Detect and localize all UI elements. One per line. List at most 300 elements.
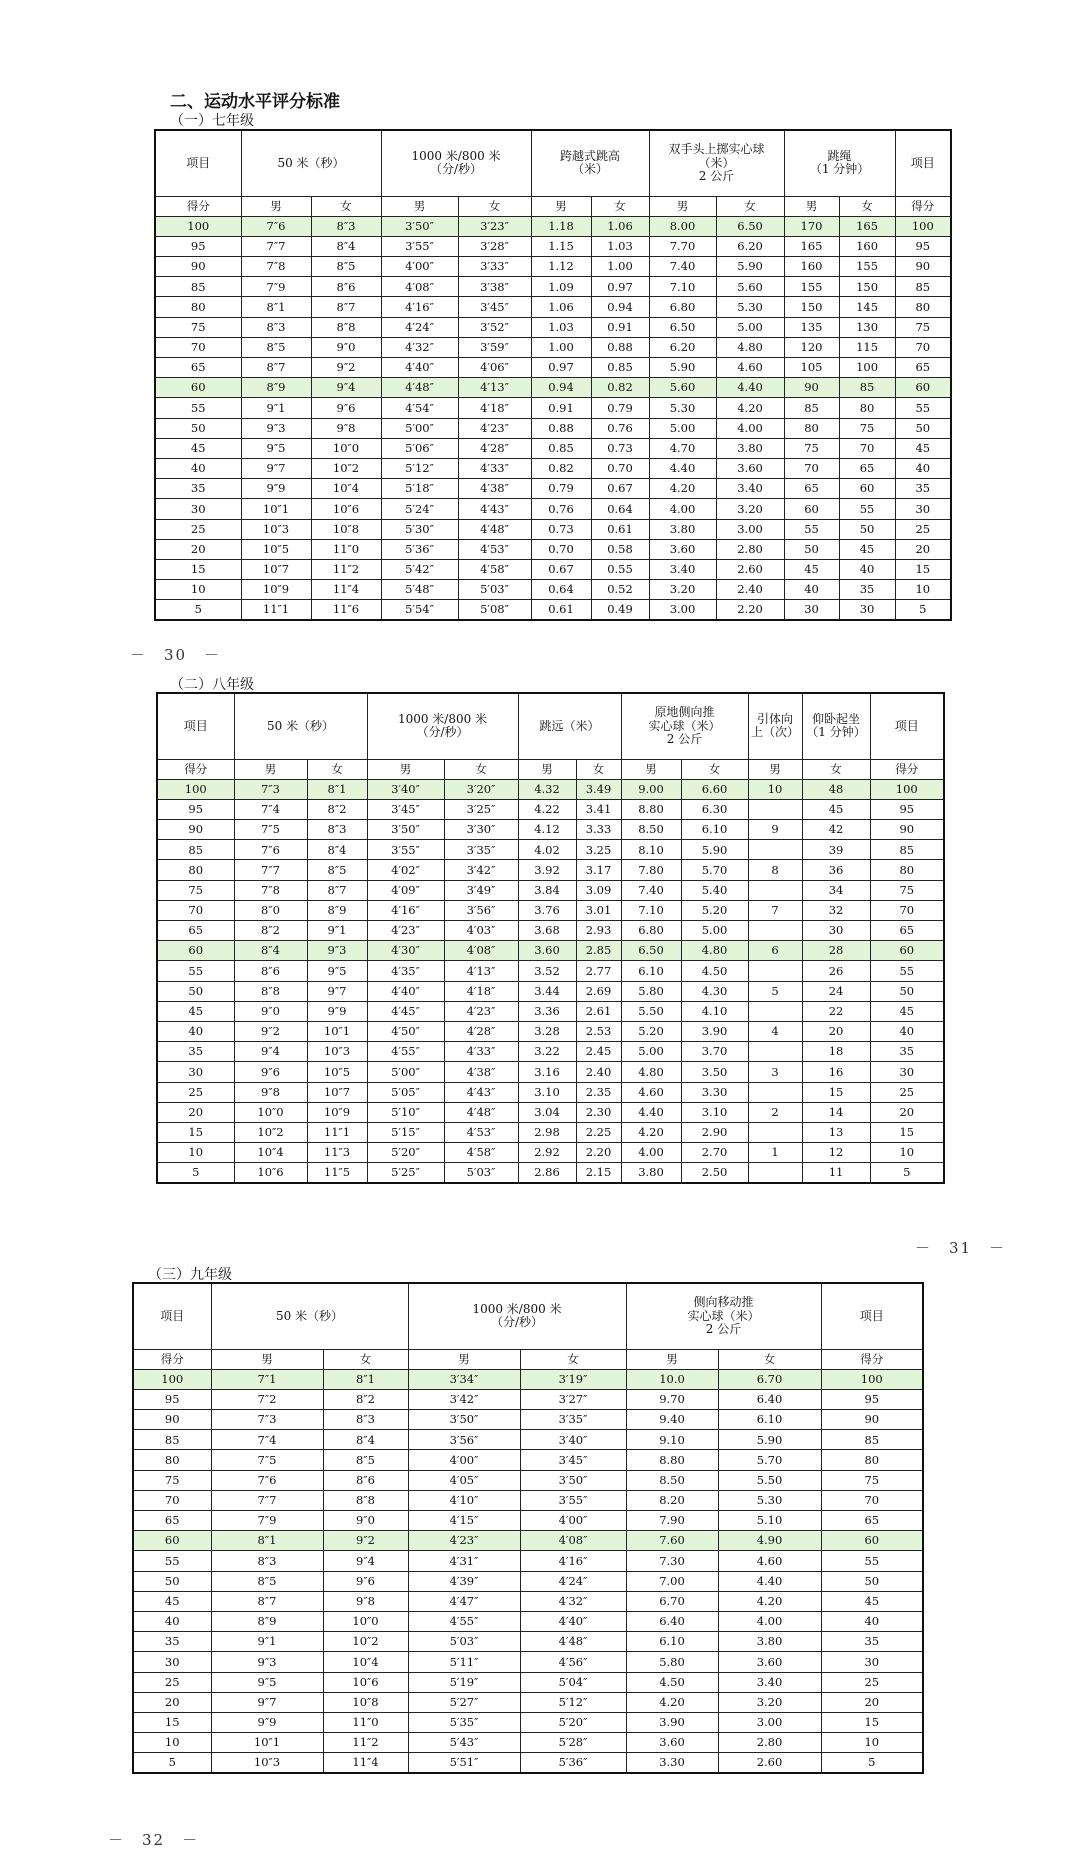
table-cell: 8″2 [323, 1389, 408, 1409]
table-cell: 100 [133, 1369, 211, 1389]
table-row [155, 398, 951, 418]
table-cell: 4′24″ [520, 1571, 626, 1591]
table-row [157, 1082, 944, 1102]
table-cell: 0.88 [591, 337, 649, 357]
table-cell: 60 [133, 1531, 211, 1551]
table-cell: 10″8 [311, 519, 381, 539]
table-row [133, 1692, 923, 1712]
table-cell: 3′35″ [444, 840, 518, 860]
table-cell: 5 [155, 600, 241, 620]
table-cell: 170 [784, 216, 839, 236]
table-cell: 95 [870, 799, 944, 819]
table-row [155, 358, 951, 378]
table-cell: 25 [157, 1082, 234, 1102]
table-cell: 0.73 [531, 519, 591, 539]
table-cell: 1.09 [531, 277, 591, 297]
table-cell: 3.25 [576, 840, 621, 860]
subheader-cell: 得分 [821, 1349, 923, 1369]
table-cell: 55 [870, 961, 944, 981]
table-cell: 8″6 [323, 1470, 408, 1490]
table-cell: 75 [784, 438, 839, 458]
table-cell: 35 [839, 580, 895, 600]
table-cell: 8″7 [211, 1591, 323, 1611]
table-cell: 3.16 [518, 1062, 576, 1082]
table-cell: 10″4 [234, 1143, 307, 1163]
table-cell: 26 [802, 961, 870, 981]
table-cell: 15 [895, 559, 951, 579]
table-cell: 9.70 [626, 1389, 718, 1409]
table-cell: 9″0 [311, 337, 381, 357]
table-cell: 75 [895, 317, 951, 337]
table-cell: 3.28 [518, 1021, 576, 1041]
table-cell: 5.00 [649, 418, 716, 438]
table-cell: 10 [157, 1143, 234, 1163]
table-cell: 7.10 [621, 900, 681, 920]
table-cell: 2.50 [681, 1163, 748, 1183]
table-cell: 3 [748, 1062, 802, 1082]
table-cell: 8″1 [241, 297, 311, 317]
header-1000m-800m: 1000 米/800 米 （分/秒） [408, 1283, 626, 1349]
table-cell: 7″4 [211, 1430, 323, 1450]
header-50m: 50 米（秒） [211, 1283, 408, 1349]
table-cell: 4′08″ [444, 941, 518, 961]
table-cell: 7.40 [649, 257, 716, 277]
table-cell: 160 [839, 236, 895, 256]
table-cell: 3.20 [718, 1692, 821, 1712]
table-cell: 2.40 [576, 1062, 621, 1082]
table-cell: 2.53 [576, 1021, 621, 1041]
table-row [155, 277, 951, 297]
table-cell: 4′23″ [367, 921, 444, 941]
table-cell: 7″9 [241, 277, 311, 297]
table-cell: 3.22 [518, 1042, 576, 1062]
table-row [157, 1163, 944, 1183]
table-cell: 3.00 [718, 1712, 821, 1732]
table-cell: 9″1 [211, 1632, 323, 1652]
table-cell: 5.00 [681, 921, 748, 941]
table-cell: 3.10 [518, 1082, 576, 1102]
table-cell: 4′23″ [444, 1001, 518, 1021]
table-cell: 5′03″ [444, 1163, 518, 1183]
table-cell: 5′36″ [520, 1753, 626, 1773]
table-cell: 4.70 [649, 438, 716, 458]
table-cell: 0.79 [591, 398, 649, 418]
table-cell: 5.50 [621, 1001, 681, 1021]
header-item: 项目 [133, 1283, 211, 1349]
table-cell: 50 [133, 1571, 211, 1591]
table-cell: 8″3 [241, 317, 311, 337]
table-cell: 6.50 [716, 216, 784, 236]
table-cell: 6.10 [626, 1632, 718, 1652]
header-sit-up: 仰卧起坐 （1 分钟） [802, 693, 870, 759]
table-row [155, 337, 951, 357]
table-cell: 2.77 [576, 961, 621, 981]
table-cell: 45 [157, 1001, 234, 1021]
table-row [157, 880, 944, 900]
table-cell: 100 [870, 779, 944, 799]
table-cell: 35 [133, 1632, 211, 1652]
table-cell: 8″6 [234, 961, 307, 981]
table-cell: 2.86 [518, 1163, 576, 1183]
table-cell: 5′30″ [381, 519, 458, 539]
table-cell: 4.00 [621, 1143, 681, 1163]
table-cell: 9″8 [234, 1082, 307, 1102]
table-cell: 3.60 [518, 941, 576, 961]
table-cell: 9″6 [323, 1571, 408, 1591]
table-cell: 7″9 [211, 1511, 323, 1531]
table-cell: 8″9 [211, 1611, 323, 1631]
table-cell: 2.80 [718, 1733, 821, 1753]
table-cell: 130 [839, 317, 895, 337]
table-cell: 8″1 [323, 1369, 408, 1389]
table-cell: 45 [839, 539, 895, 559]
subheader-cell: 得分 [895, 196, 951, 216]
table-cell: 8″4 [307, 840, 367, 860]
table-cell: 4.00 [649, 499, 716, 519]
table-cell: 7.80 [621, 860, 681, 880]
table-cell: 10″2 [323, 1632, 408, 1652]
table-cell: 10.0 [626, 1369, 718, 1389]
table-cell: 5′20″ [520, 1712, 626, 1732]
table-cell: 10″0 [323, 1611, 408, 1631]
table-cell: 4.00 [716, 418, 784, 438]
table-cell: 24 [802, 981, 870, 1001]
table-cell: 13 [802, 1122, 870, 1142]
table-cell: 9″4 [311, 378, 381, 398]
table-cell: 4′47″ [408, 1591, 520, 1611]
table-cell: 6.70 [718, 1369, 821, 1389]
table-cell: 5′05″ [367, 1082, 444, 1102]
table-cell: 10″7 [241, 559, 311, 579]
table-row [155, 378, 951, 398]
table-cell: 95 [157, 799, 234, 819]
table-cell: 3′55″ [520, 1490, 626, 1510]
table-cell: 11″4 [323, 1753, 408, 1773]
table-cell: 30 [157, 1062, 234, 1082]
table-cell: 5′51″ [408, 1753, 520, 1773]
table-cell: 4.10 [681, 1001, 748, 1021]
table-cell: 1.06 [531, 297, 591, 317]
table-cell: 8.10 [621, 840, 681, 860]
table-cell: 15 [157, 1122, 234, 1142]
table-cell: 75 [155, 317, 241, 337]
table-cell: 55 [784, 519, 839, 539]
table-cell: 2.20 [716, 600, 784, 620]
table-cell: 95 [895, 236, 951, 256]
table-cell: 4′55″ [367, 1042, 444, 1062]
table-row [157, 941, 944, 961]
table-cell [748, 961, 802, 981]
table-cell: 9″2 [323, 1531, 408, 1551]
table-cell: 6.80 [621, 921, 681, 941]
table-cell: 6.80 [649, 297, 716, 317]
table-cell: 8.20 [626, 1490, 718, 1510]
table-row [157, 921, 944, 941]
table-cell: 4.30 [681, 981, 748, 1001]
table-row [157, 1143, 944, 1163]
subheader-cell: 男 [649, 196, 716, 216]
table-cell: 4′18″ [444, 981, 518, 1001]
table-cell: 30 [802, 921, 870, 941]
table-cell: 3′50″ [367, 820, 444, 840]
subheader-cell: 男 [626, 1349, 718, 1369]
table-cell: 3′50″ [520, 1470, 626, 1490]
table-cell: 2.35 [576, 1082, 621, 1102]
table-cell: 9″8 [323, 1591, 408, 1611]
table-cell: 2.30 [576, 1102, 621, 1122]
table-cell: 90 [870, 820, 944, 840]
table-cell: 0.82 [531, 458, 591, 478]
table-cell: 4′10″ [408, 1490, 520, 1510]
table-cell: 3.00 [716, 519, 784, 539]
table-cell: 8″5 [211, 1571, 323, 1591]
table-cell: 9″9 [307, 1001, 367, 1021]
table-cell: 40 [133, 1611, 211, 1631]
table-cell: 4′54″ [381, 398, 458, 418]
header-rope-skip: 跳绳 （1 分钟） [784, 130, 895, 196]
table-cell: 45 [802, 799, 870, 819]
table-cell: 0.94 [531, 378, 591, 398]
table-cell: 4.20 [621, 1122, 681, 1142]
table-row [133, 1389, 923, 1409]
table-cell: 4′15″ [408, 1511, 520, 1531]
table-cell: 65 [157, 921, 234, 941]
table-cell: 4′18″ [458, 398, 531, 418]
subheader-cell: 女 [323, 1349, 408, 1369]
table-cell: 20 [895, 539, 951, 559]
table-cell: 10″2 [234, 1122, 307, 1142]
grade9-table [132, 1282, 924, 1774]
table-cell: 85 [133, 1430, 211, 1450]
table-cell: 9″6 [234, 1062, 307, 1082]
table-cell: 9″8 [311, 418, 381, 438]
table-cell: 5 [133, 1753, 211, 1773]
table-cell: 4 [748, 1021, 802, 1041]
table-cell: 42 [802, 820, 870, 840]
table-cell: 4.40 [649, 458, 716, 478]
table-cell: 55 [821, 1551, 923, 1571]
table-cell: 9 [748, 820, 802, 840]
table-row [133, 1652, 923, 1672]
table-cell: 7″6 [234, 840, 307, 860]
table-cell: 20 [155, 539, 241, 559]
table-cell: 20 [133, 1692, 211, 1712]
table-cell: 3′42″ [444, 860, 518, 880]
table-cell: 3.52 [518, 961, 576, 981]
table-cell: 3′35″ [520, 1410, 626, 1430]
table-cell: 40 [839, 559, 895, 579]
table-cell: 0.76 [531, 499, 591, 519]
table-cell: 8″6 [311, 277, 381, 297]
table-cell: 80 [821, 1450, 923, 1470]
table-cell: 70 [157, 900, 234, 920]
table-cell: 4′53″ [458, 539, 531, 559]
table-cell: 5.60 [649, 378, 716, 398]
table-cell: 3.60 [649, 539, 716, 559]
table-cell: 10″5 [307, 1062, 367, 1082]
table-cell: 15 [802, 1082, 870, 1102]
table-cell: 40 [895, 458, 951, 478]
table-cell: 9″7 [241, 458, 311, 478]
table-cell: 4′28″ [458, 438, 531, 458]
table-row [133, 1571, 923, 1591]
table-cell: 4′48″ [381, 378, 458, 398]
subheader-cell: 女 [591, 196, 649, 216]
table-cell: 10″7 [307, 1082, 367, 1102]
table-cell: 3′25″ [444, 799, 518, 819]
table-cell: 0.82 [591, 378, 649, 398]
table-cell: 165 [839, 216, 895, 236]
table-cell: 9.10 [626, 1430, 718, 1450]
table-cell: 80 [870, 860, 944, 880]
table-cell: 0.55 [591, 559, 649, 579]
table-cell: 10″1 [307, 1021, 367, 1041]
table-cell: 3.40 [649, 559, 716, 579]
table-cell: 3.90 [626, 1712, 718, 1732]
subheader-row [155, 196, 951, 216]
table-cell: 150 [784, 297, 839, 317]
table-cell: 8.50 [626, 1470, 718, 1490]
table-cell: 5′10″ [367, 1102, 444, 1122]
table-cell: 9″4 [323, 1551, 408, 1571]
table-cell: 160 [784, 257, 839, 277]
table-cell: 3.80 [718, 1632, 821, 1652]
table-cell: 20 [821, 1692, 923, 1712]
table-cell: 3.00 [649, 600, 716, 620]
table-cell: 16 [802, 1062, 870, 1082]
table-cell [748, 840, 802, 860]
table-cell: 5.50 [718, 1470, 821, 1490]
table-cell: 3.09 [576, 880, 621, 900]
table-cell: 90 [157, 820, 234, 840]
table-cell: 2.25 [576, 1122, 621, 1142]
table-cell: 5.00 [621, 1042, 681, 1062]
table-cell: 22 [802, 1001, 870, 1021]
table-cell: 85 [821, 1430, 923, 1450]
table-cell: 90 [784, 378, 839, 398]
table-row [133, 1531, 923, 1551]
table-row [157, 1122, 944, 1142]
table-cell: 10″0 [311, 438, 381, 458]
table-cell: 2 [748, 1102, 802, 1122]
table-cell: 65 [839, 458, 895, 478]
table-cell: 0.79 [531, 479, 591, 499]
table-cell: 9″4 [234, 1042, 307, 1062]
table-cell: 40 [870, 1021, 944, 1041]
table-cell: 7 [748, 900, 802, 920]
table-cell: 5 [748, 981, 802, 1001]
table-cell: 5′06″ [381, 438, 458, 458]
table-cell: 75 [157, 880, 234, 900]
table-cell: 1.15 [531, 236, 591, 256]
table-row [155, 499, 951, 519]
table-row [157, 1001, 944, 1021]
table-cell: 50 [839, 519, 895, 539]
table-cell: 55 [155, 398, 241, 418]
table-cell: 65 [784, 479, 839, 499]
table-cell: 9″5 [307, 961, 367, 981]
table-cell: 8″5 [241, 337, 311, 357]
table-cell: 4′32″ [520, 1591, 626, 1611]
page-number: － 30 － [130, 646, 222, 664]
table-row [155, 600, 951, 620]
table-cell: 0.88 [531, 418, 591, 438]
table-cell: 10″9 [241, 580, 311, 600]
table-cell: 4.20 [649, 479, 716, 499]
table-cell: 3.41 [576, 799, 621, 819]
table-cell: 8.50 [621, 820, 681, 840]
header-high-jump: 跨越式跳高 （米） [531, 130, 649, 196]
table-cell: 8″4 [323, 1430, 408, 1450]
table-cell: 8″8 [311, 317, 381, 337]
table-cell: 6.30 [681, 799, 748, 819]
table-cell: 145 [839, 297, 895, 317]
table-cell: 115 [839, 337, 895, 357]
table-cell: 30 [895, 499, 951, 519]
table-cell: 5′03″ [458, 580, 531, 600]
table-cell: 3′28″ [458, 236, 531, 256]
table-cell: 90 [895, 257, 951, 277]
table-cell: 45 [870, 1001, 944, 1021]
table-cell: 4.22 [518, 799, 576, 819]
table-row [155, 297, 951, 317]
table-row [133, 1511, 923, 1531]
table-row [155, 257, 951, 277]
table-cell: 15 [870, 1122, 944, 1142]
table-cell: 2.69 [576, 981, 621, 1001]
table-cell: 4.90 [718, 1531, 821, 1551]
table-cell: 39 [802, 840, 870, 860]
table-cell: 9″3 [307, 941, 367, 961]
subheader-cell: 女 [839, 196, 895, 216]
table-cell: 3′45″ [520, 1450, 626, 1470]
table-cell: 45 [784, 559, 839, 579]
table-row [133, 1753, 923, 1773]
table-cell: 10 [748, 779, 802, 799]
table-cell: 0.70 [591, 458, 649, 478]
table-cell [748, 1001, 802, 1021]
table-cell: 4.50 [681, 961, 748, 981]
table-cell: 10″9 [307, 1102, 367, 1122]
table-cell: 50 [870, 981, 944, 1001]
table-cell: 34 [802, 880, 870, 900]
table-cell: 0.85 [591, 358, 649, 378]
table-cell: 80 [839, 398, 895, 418]
table-cell: 85 [784, 398, 839, 418]
table-row [157, 1042, 944, 1062]
table-cell: 70 [133, 1490, 211, 1510]
subheader-cell: 男 [241, 196, 311, 216]
table-cell: 5′11″ [408, 1652, 520, 1672]
table-cell: 7.60 [626, 1531, 718, 1551]
table-row [157, 1102, 944, 1122]
table-cell: 4.20 [716, 398, 784, 418]
table-cell: 5′04″ [520, 1672, 626, 1692]
table-cell: 4′33″ [458, 458, 531, 478]
table-cell: 8″1 [307, 779, 367, 799]
table-cell: 36 [802, 860, 870, 880]
table-cell: 4′33″ [444, 1042, 518, 1062]
table-cell: 3.84 [518, 880, 576, 900]
table-cell: 4.80 [681, 941, 748, 961]
grade8-subtitle: （二）八年级 [170, 677, 254, 693]
table-cell: 65 [895, 358, 951, 378]
table-cell [748, 921, 802, 941]
table-cell: 1.03 [591, 236, 649, 256]
table-cell: 3′55″ [381, 236, 458, 256]
table-cell: 8″7 [307, 880, 367, 900]
table-row [133, 1632, 923, 1652]
